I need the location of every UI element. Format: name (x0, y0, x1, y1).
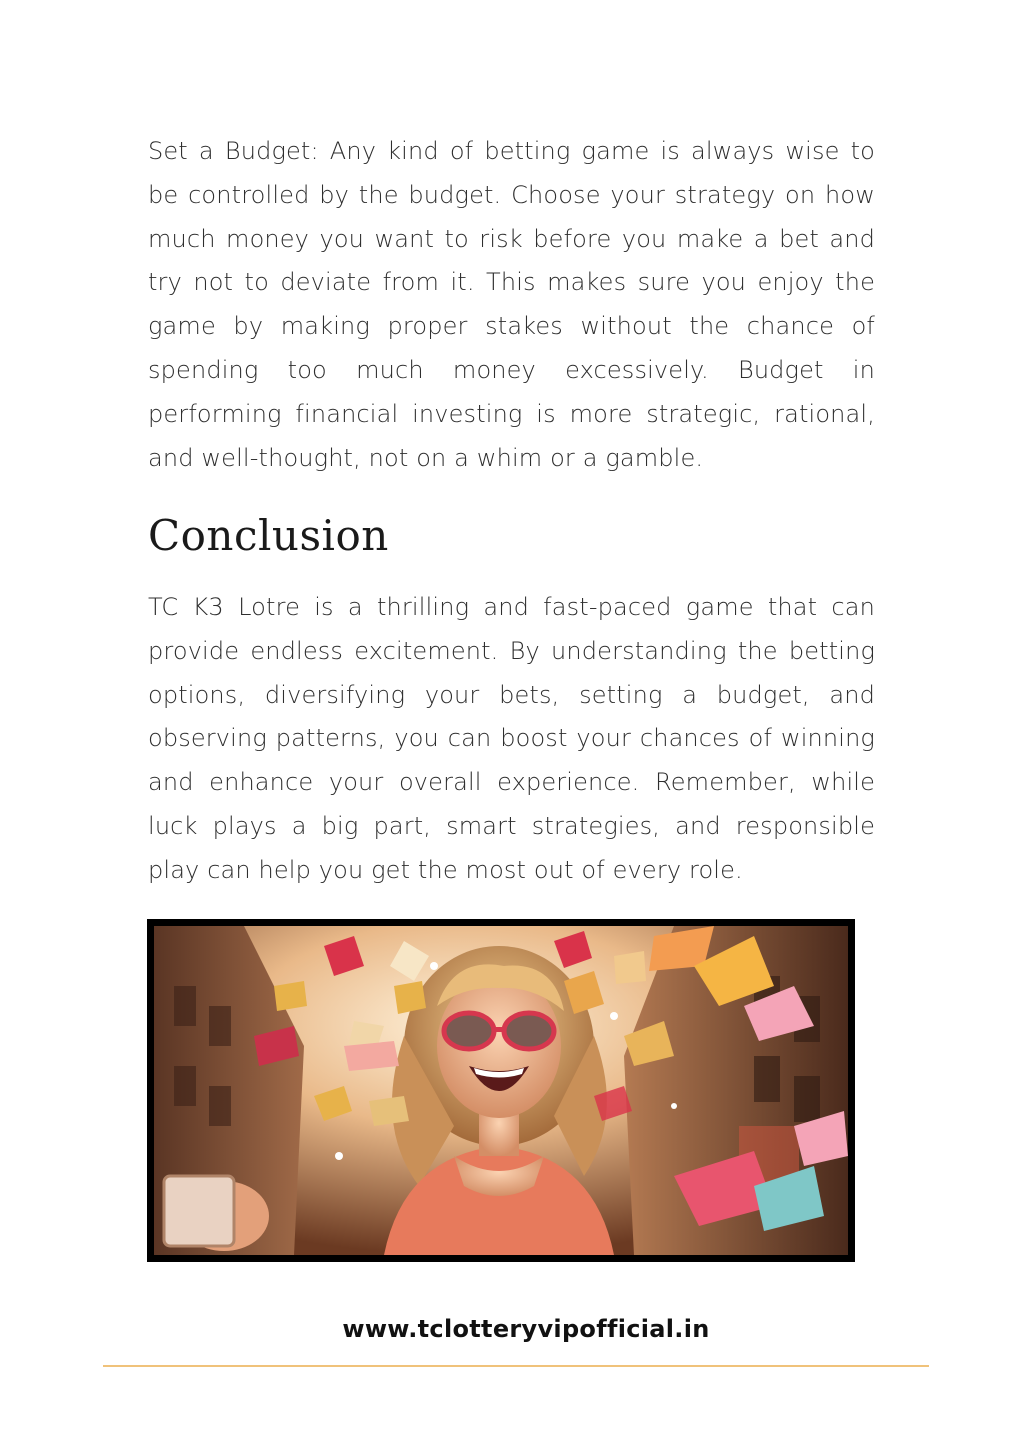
celebrating-woman-illustration (154, 926, 848, 1255)
conclusion-paragraph: TC K3 Lotre is a thrilling and fast-paced game that can provide endless excitement. By understanding the betting options, diversifying your bets, setting a budget, and observing patterns, you can boost your chances of winning and enhance your overall experience. Remember, while luck plays a big part, smart strategies, and responsible play can help you get the most out of every role. (148, 593, 875, 884)
budget-paragraph: Set a Budget: Any kind of betting game is always wise to be controlled by the budget. Choose your strategy on how much money you want to risk before you make a bet and try not to deviate from it. This makes sure you enjoy the game by making proper stakes without the chance of spending too much money excessively. Budget in performing financial investing is more strategic, rational, and well-thought, not on a whim or a gamble. (148, 137, 875, 472)
footer-divider (103, 1365, 929, 1367)
website-url: www.tclotteryvipofficial.in (342, 1315, 710, 1343)
celebration-image (147, 919, 855, 1262)
conclusion-heading: Conclusion (148, 511, 389, 560)
